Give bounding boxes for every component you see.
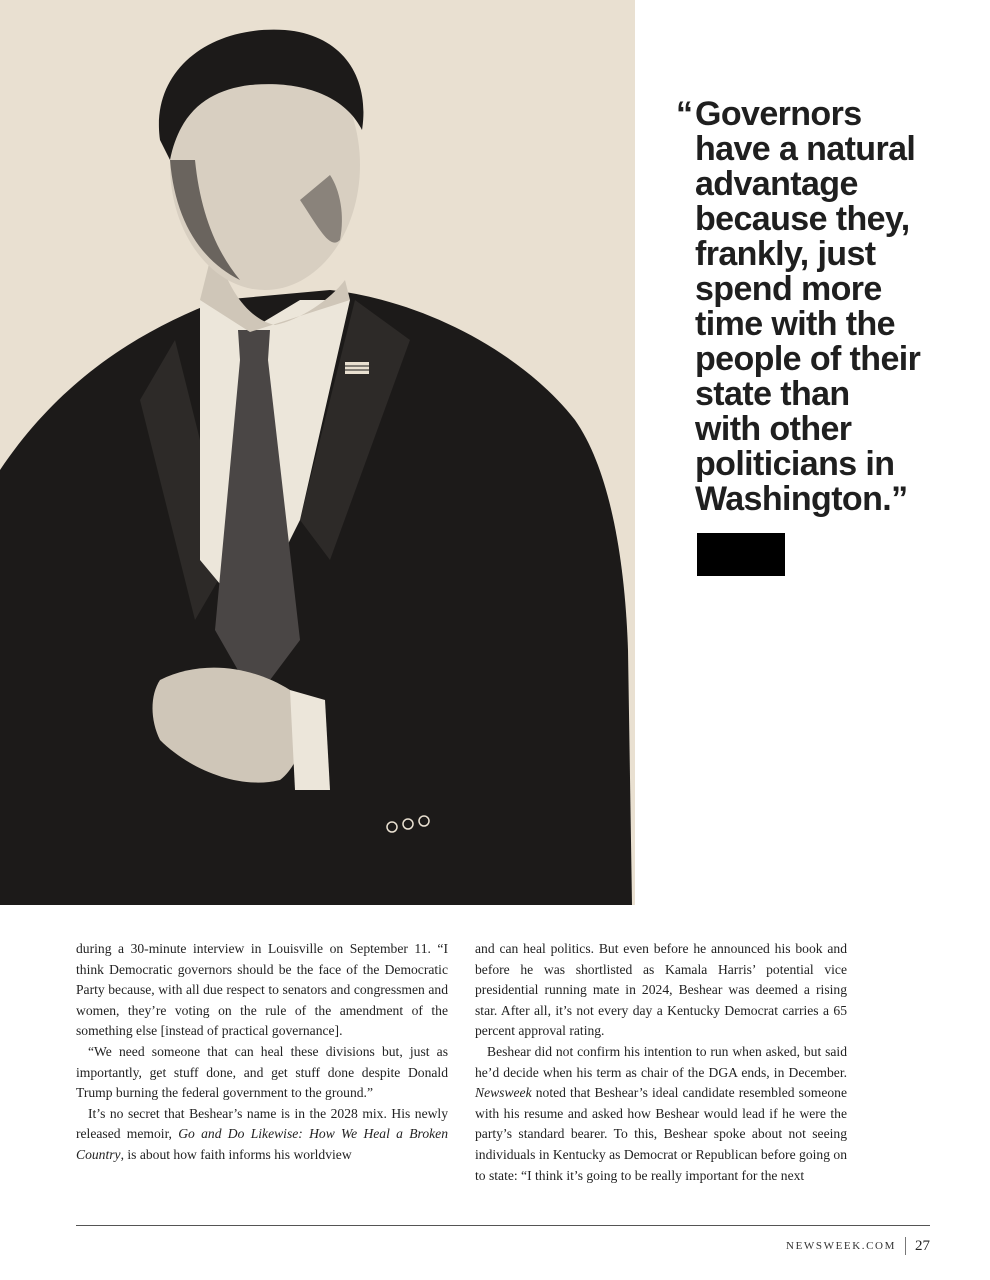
paragraph: “We need someone that can heal these divisions but, just as importantly, get stuff done, and get stuff done despite Donald Trump burning the federal government to the ground.” — [76, 1043, 448, 1101]
paragraph-text: It’s no secret that Beshear’s name is in the 2028 mix. His newly released memoir, — [76, 1105, 448, 1142]
article-column-right — [475, 939, 847, 1186]
pull-quote-line: time with the — [695, 305, 895, 343]
paragraph-text: Beshear did not confirm his intention to run when asked, but said he’d decide when his term as chair of the DGA ends, in December. — [475, 1043, 847, 1080]
paragraph-text: noted that Beshear’s ideal candidate resembled someone with his resume and asked how Beshear would lead if he were the party’s standard bearer. To this, Beshear spoke about not seeing individuals in Kentucky as Democrat or Republican before going on to state: “I think it’s going to be really important for the next — [475, 1085, 847, 1183]
footer-divider — [905, 1237, 906, 1255]
article-column-left — [76, 939, 448, 1166]
pull-quote-line: frankly, just — [695, 235, 876, 273]
paragraph: during a 30-minute interview in Louisville on September 11. “I think Democratic governors should be the face of the Democratic Party because, with all due respect to senators and congressmen and women, they’re voting on the rule of the amendment of the something else [instead of practical governance]. — [76, 941, 448, 1039]
pull-quote-line: Washington.” — [695, 480, 908, 518]
pull-quote-line: spend more — [695, 270, 882, 308]
portrait-photo — [0, 0, 635, 905]
footer-site: NEWSWEEK.COM — [786, 1240, 896, 1252]
publication-name: Newsweek — [475, 1085, 532, 1101]
pull-quote-line: politicians in — [695, 445, 895, 483]
pull-quote-line: advantage — [695, 165, 858, 203]
footer-rule — [76, 1225, 930, 1226]
redaction-block — [697, 533, 785, 576]
page-footer — [786, 1237, 930, 1255]
page-number: 27 — [915, 1237, 930, 1254]
book-title: Go and Do Likewise: How We Heal a Broken Country — [76, 1126, 448, 1162]
pull-quote-line: state than — [695, 375, 850, 413]
portrait-illustration — [0, 0, 635, 905]
paragraph — [76, 1104, 448, 1166]
pull-quote-text — [695, 97, 980, 517]
pull-quote-open-mark: “ — [676, 95, 693, 133]
paragraph-text: , is about how faith informs his worldview — [120, 1146, 352, 1162]
pull-quote-line: people of their — [695, 340, 921, 378]
pull-quote-line: Governors — [695, 95, 862, 133]
pull-quote-line: with other — [695, 410, 852, 448]
paragraph: and can heal politics. But even before he announced his book and before he was shortlisted as Kamala Harris’ potential vice presidential running mate in 2024, Beshear was deemed a rising star. After all, it’s not every day a Kentucky Democrat carries a 65 percent approval rating. — [475, 941, 847, 1039]
pull-quote-line: because they, — [695, 200, 910, 238]
paragraph — [475, 1042, 847, 1186]
pull-quote-line: have a natural — [695, 130, 916, 168]
